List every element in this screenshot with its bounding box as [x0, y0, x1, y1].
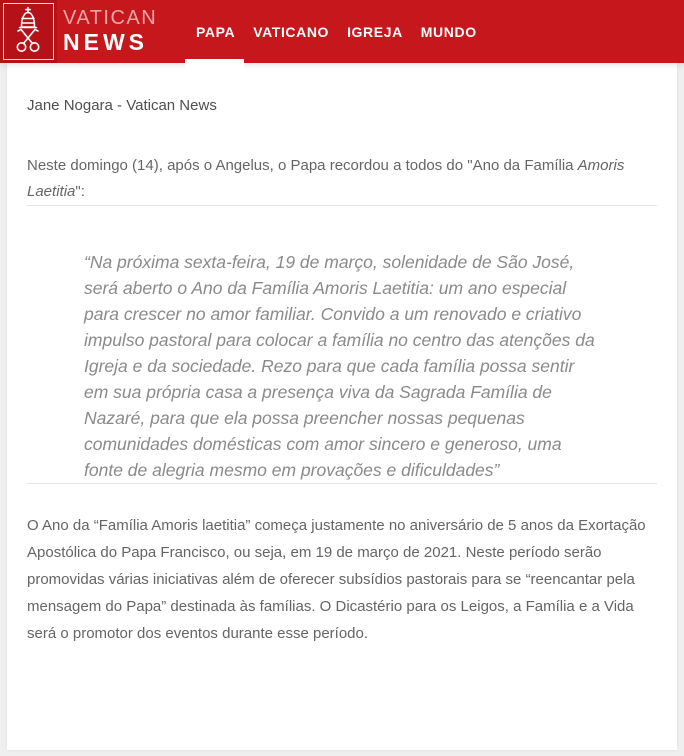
- nav-item-papa[interactable]: PAPA: [196, 23, 236, 40]
- divider-top: [27, 205, 657, 206]
- active-tab-indicator: [185, 59, 244, 71]
- article-intro: [27, 153, 657, 205]
- vatican-news-logo[interactable]: [0, 0, 57, 63]
- wordmark-line1: VATICAN: [63, 7, 158, 29]
- site-header: [0, 0, 684, 63]
- main-nav: [187, 0, 486, 63]
- intro-italic-title: Amoris Laetitia: [27, 157, 625, 200]
- intro-text: Neste domingo (14), após o Angelus, o Papa recordou a todos do "Ano da Família: [27, 157, 578, 174]
- article-body: O Ano da “Família Amoris laetitia” começa justamente no aniversário de 5 anos da Exortação Apostólica do Papa Francisco, ou seja, em 19 de março de 2021. Neste período serão promovidas várias iniciativas além de oferecer subsídios pastorais para se “reencantar pela mensagem do Papa” destinada às famílias. O Dicastério para os Leigos, a Família e a Vida será o promotor dos eventos durante esse período.: [27, 517, 646, 642]
- crossed-keys-tiara-icon: [8, 6, 48, 59]
- nav-item-igreja[interactable]: IGREJA: [347, 23, 403, 40]
- pope-quote: “Na próxima sexta-feira, 19 de março, solenidade de São José, será aberto o Ano da Família Amoris Laetitia: um ano especial para crescer no amor familiar. Convido a um renovado e criativo impulso pastoral para colocar a família no centro das atenções da Igreja e da sociedade. Rezo para que cada família possa sentir em sua própria casa a presença viva da Sagrada Família de Nazaré, para que ela possa preencher nossas pequenas comunidades domésticas com amor sincero e generoso, uma fonte de alegria mesmo em provações e dificuldades”: [84, 252, 595, 480]
- intro-tail: ":: [75, 183, 85, 200]
- nav-item-mundo[interactable]: MUNDO: [420, 23, 477, 40]
- article-byline: Jane Nogara - Vatican News: [27, 97, 217, 114]
- wordmark-line2: NEWS: [63, 29, 148, 55]
- wordmark[interactable]: [63, 8, 157, 54]
- article-card: [7, 63, 677, 750]
- nav-item-vaticano[interactable]: VATICANO: [253, 23, 330, 40]
- divider-bottom: [27, 483, 657, 484]
